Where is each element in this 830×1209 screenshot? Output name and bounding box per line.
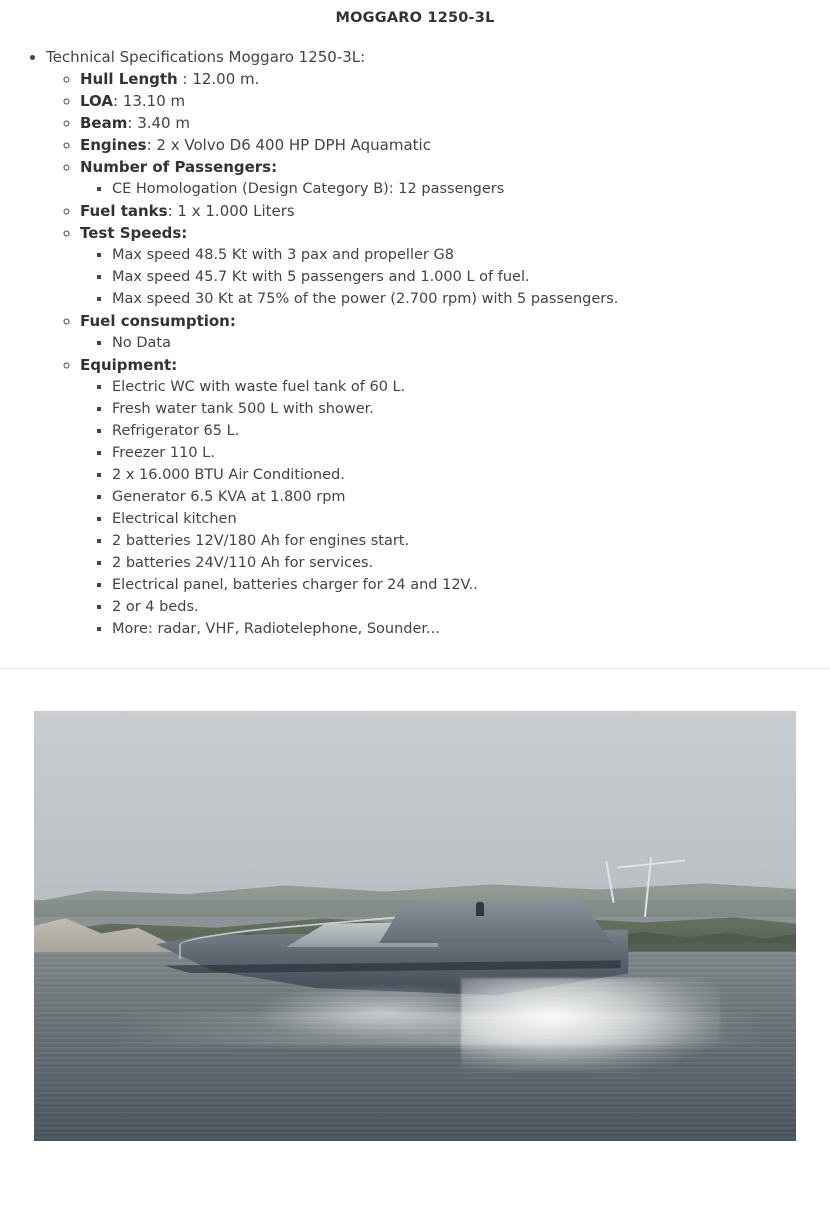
list-item: ▪ More: radar, VHF, Radiotelephone, Sounder... [112,618,812,640]
list-item: ▪ 2 x 16.000 BTU Air Conditioned. [112,464,812,486]
spec-separator: : [229,312,236,330]
spec-separator: : [177,70,193,88]
spec-separator: : [167,202,178,220]
list-item: ▪ 2 batteries 24V/110 Ah for services. [112,552,812,574]
bow-spray [263,986,461,1038]
list-item: ▪ Freezer 110 L. [112,442,812,464]
spec-heading-item [46,46,812,640]
boat-mast [598,857,705,917]
spec-item-fuel-consumption [80,310,812,354]
spec-label: Beam [80,114,128,132]
spec-list-level1 [18,46,812,640]
spec-value: 1 x 1.000 Liters [177,202,295,220]
spec-label: Fuel tanks [80,202,168,220]
list-item: ▪ Generator 6.5 KVA at 1.800 rpm [112,486,812,508]
spec-separator: : [146,136,157,154]
list-item: ▪ Fresh water tank 500 L with shower. [112,398,812,420]
spec-separator: : [171,356,178,374]
spec-separator: : [271,158,278,176]
spec-label: LOA [80,92,113,110]
figure-container [0,669,830,1163]
spec-item-engines [80,134,812,156]
list-item: ▪ 2 or 4 beds. [112,596,812,618]
list-item: ▪ Max speed 48.5 Kt with 3 pax and propeller G8 [112,244,812,266]
specifications-section [0,32,830,652]
spec-item-number-of-passengers [80,156,812,200]
spec-label: Engines [80,136,147,154]
spec-label: Number of Passengers [80,158,272,176]
page-title: MOGGARO 1250-3L [335,10,495,26]
spec-item-hull-length [80,68,812,90]
list-item: ▪ Max speed 45.7 Kt with 5 passengers and 1.000 L of fuel. [112,266,812,288]
spec-list-level2 [46,68,812,640]
spec-heading-text: Technical Specifications Moggaro 1250-3L: [46,48,366,66]
spec-separator: : [112,92,123,110]
spec-separator: : [127,114,138,132]
spec-sublist-equipment [80,376,812,640]
spec-item-beam [80,112,812,134]
spec-sublist-passengers [80,178,812,200]
list-item: ▪ No Data [112,332,812,354]
spec-item-test-speeds [80,222,812,310]
spec-label: Fuel consumption [80,312,230,330]
stern-spray [461,978,720,1073]
boat-helmsman [476,902,484,916]
spec-value: 2 x Volvo D6 400 HP DPH Aquamatic [156,136,431,154]
list-item: ▪ Electrical kitchen [112,508,812,530]
spec-separator: : [181,224,188,242]
list-item: ▪ CE Homologation (Design Category B): 12 passengers [112,178,812,200]
spec-item-equipment [80,354,812,640]
spec-label: Hull Length [80,70,178,88]
list-item: ▪ Electric WC with waste fuel tank of 60 L. [112,376,812,398]
list-item: ▪ Refrigerator 65 L. [112,420,812,442]
spec-value: 3.40 m [137,114,190,132]
list-item: ▪ Max speed 30 Kt at 75% of the power (2.700 rpm) with 5 passengers. [112,288,812,310]
spec-label: Test Speeds [80,224,182,242]
spec-value: 12.00 m. [192,70,260,88]
list-item: ▪ 2 batteries 12V/180 Ah for engines start. [112,530,812,552]
spec-value: 13.10 m [122,92,186,110]
spec-item-loa [80,90,812,112]
spec-sublist-test-speeds [80,244,812,310]
boat-photo [34,711,796,1141]
list-item: ▪ Electrical panel, batteries charger for 24 and 12V.. [112,574,812,596]
spec-sublist-fuel-consumption [80,332,812,354]
spec-label: Equipment [80,356,172,374]
spec-item-fuel-tanks [80,200,812,222]
